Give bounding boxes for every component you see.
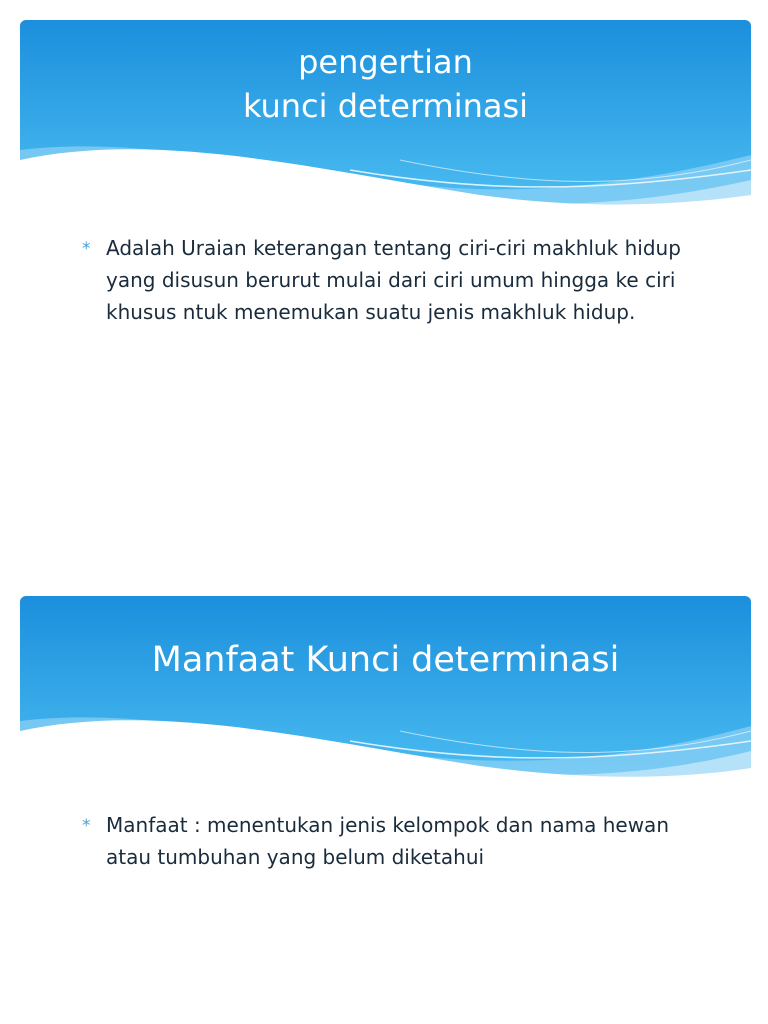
slide-manfaat bbox=[20, 596, 751, 1021]
bullet-asterisk-icon: * bbox=[82, 239, 91, 259]
slide-pengertian bbox=[20, 20, 751, 445]
title-line-1: pengertian bbox=[298, 43, 473, 81]
slide-title: Manfaat Kunci determinasi bbox=[151, 640, 620, 680]
slide-title bbox=[20, 40, 751, 128]
title-line-2: kunci determinasi bbox=[242, 87, 529, 125]
bullet-item bbox=[82, 809, 682, 873]
bullet-text: Manfaat : menentukan jenis kelompok dan nama hewan atau tumbuhan yang belum diketahui bbox=[106, 813, 669, 869]
bullet-text: Adalah Uraian keterangan tentang ciri-ciri makhluk hidup yang disusun berurut mulai dari ciri umum hingga ke ciri khusus ntuk menemukan suatu jenis makhluk hidup. bbox=[106, 236, 681, 324]
slide-header-banner bbox=[20, 596, 751, 796]
bullet-item bbox=[82, 232, 682, 328]
wave-background bbox=[20, 596, 751, 796]
slide-header-banner bbox=[20, 20, 751, 220]
bullet-asterisk-icon: * bbox=[82, 816, 91, 836]
